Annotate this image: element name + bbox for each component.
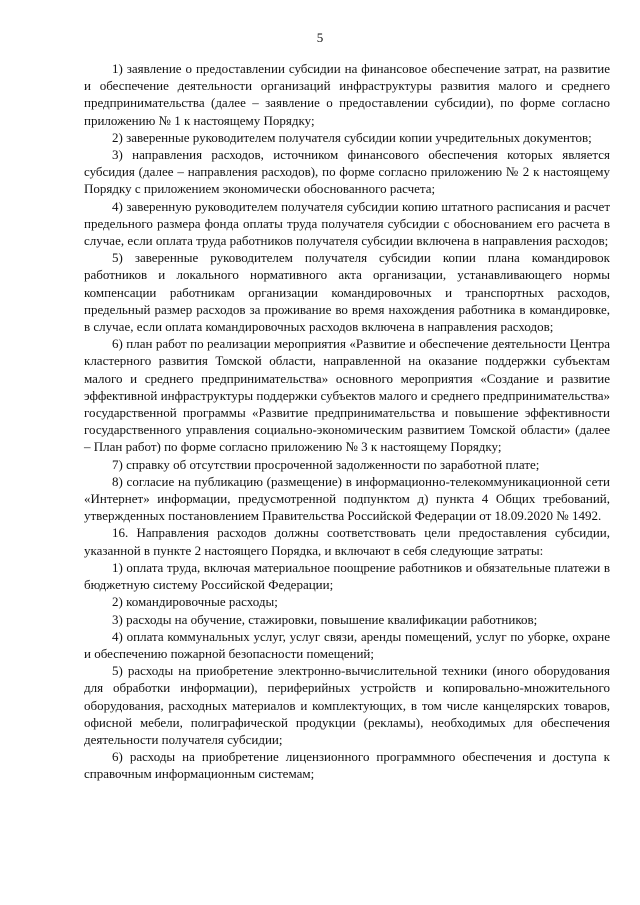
paragraph-item-8: 8) согласие на публикацию (размещение) в информационно-телекоммуникационной сети «Интернет» информации, предусмотренной подпунктом д) пункта 4 Общих требований, утвержденных постановлением Правительства Российской Федерации от 18.09.2020 № 1492. xyxy=(84,473,610,524)
paragraph-section-16: 16. Направления расходов должны соответствовать цели предоставления субсидии, указанной в пункте 2 настоящего Порядка, и включают в себя следующие затраты: xyxy=(84,525,610,558)
paragraph-item-6: 6) план работ по реализации мероприятия «Развитие и обеспечение деятельности Центра кластерного развития Томской области, направленной на оказание поддержки субъектам малого и среднего предпринимательства» основного мероприятия «Создание и развитие эффективной инфраструктуры поддержки субъектов малого и среднего предпринимательства» государственной программы «Развитие предпринимательства и повышение эффективности государственного управления социально-экономическим развитием Томской области» (далее – План работ) по форме согласно приложению № 3 к настоящему Порядку; xyxy=(84,336,610,455)
expense-item-3: 3) расходы на обучение, стажировки, повышение квалификации работников; xyxy=(112,611,538,627)
expense-item-1: 1) оплата труда, включая материальное поощрение работников и обязательные платежи в бюджетную систему Российской Федерации; xyxy=(84,559,610,593)
paragraph-item-2: 2) заверенные руководителем получателя субсидии копии учредительных документов; xyxy=(112,129,592,145)
expense-item-6: 6) расходы на приобретение лицензионного программного обеспечения и доступа к справочным информационным системам; xyxy=(84,749,610,782)
paragraph-item-4: 4) заверенную руководителем получателя субсидии копию штатного расписания и расчет предельного размера фонда оплаты труда получателя субсидии с обоснованием его расчета в случае, если оплата труда работников получателя субсидии включена в направления расходов; xyxy=(84,198,610,249)
document-body xyxy=(84,60,610,783)
paragraph-item-5: 5) заверенные руководителем получателя субсидии копии плана командировок работников и локального нормативного акта организации, устанавливающего нормы компенсации работникам организации командировочных и транспортных расходов, предельный размер расходов за проживание во время нахождения работника в командировке, в случае, если оплата командировочных расходов включена в направления расходов; xyxy=(84,250,610,335)
paragraph-item-1: 1) заявление о предоставлении субсидии на финансовое обеспечение затрат, на развитие и обеспечение деятельности организаций инфраструктуры развития малого и среднего предпринимательства (далее – заявление о предоставлении субсидии), по форме согласно приложению № 1 к настоящему Порядку; xyxy=(84,61,610,128)
paragraph-item-3: 3) направления расходов, источником финансового обеспечения которых является субсидия (далее – направления расходов), по форме согласно приложению № 2 к настоящему Порядку с приложением экономически обоснованного расчета; xyxy=(84,147,610,197)
page-number: 5 xyxy=(316,30,324,45)
paragraph-item-7: 7) справку об отсутствии просроченной задолженности по заработной плате; xyxy=(112,456,540,472)
expense-item-2: 2) командировочные расходы; xyxy=(112,594,278,610)
expense-item-5: 5) расходы на приобретение электронно-вычислительной техники (иного оборудования для обработки информации), периферийных устройств и копировально-множительного оборудования, расходных материалов и комплектующих, в том числе канцелярских товаров, офисной мебели, полиграфической продукции (рекламы), необходимых для обеспечения деятельности получателя субсидии; xyxy=(84,663,610,747)
expense-item-4: 4) оплата коммунальных услуг, услуг связи, аренды помещений, услуг по уборке, охране и обеспечению пожарной безопасности помещений; xyxy=(84,628,610,661)
